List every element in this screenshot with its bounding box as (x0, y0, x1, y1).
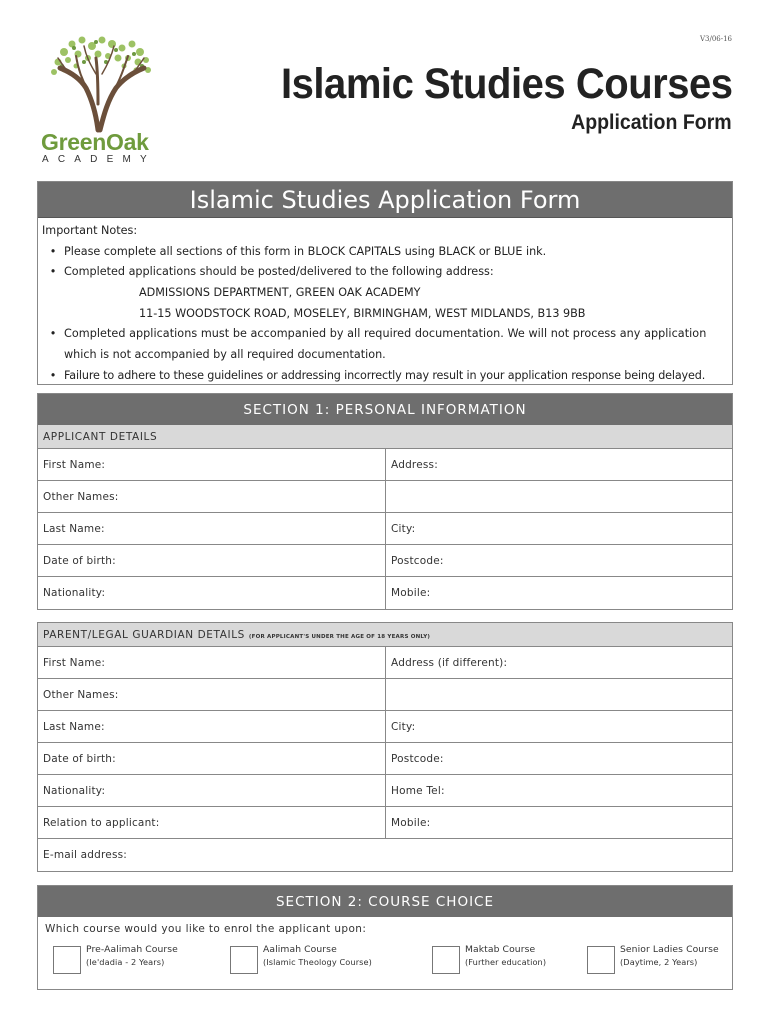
address-line: ADMISSIONS DEPARTMENT, GREEN OAK ACADEMY (139, 286, 421, 300)
course-description: (Ie'dadia - 2 Years) (86, 957, 165, 967)
applicant-city-field[interactable]: City: (391, 523, 416, 535)
course-option-pre-aalimah (53, 944, 178, 974)
section-personal-information (37, 393, 733, 610)
course-option-aalimah (230, 944, 372, 974)
note-item: • Failure to adhere to these guidelines or addressing incorrectly may result in your application response being delayed. (49, 368, 706, 382)
guardian-last-name-field[interactable]: Last Name: (38, 711, 386, 742)
senior-ladies-checkbox[interactable] (587, 946, 615, 974)
course-name: Maktab Course (465, 944, 536, 955)
guardian-dob-field[interactable]: Date of birth: (38, 743, 386, 774)
note-item: • Completed applications should be posted/delivered to the following address: (49, 265, 494, 279)
applicant-first-name-field[interactable]: First Name: (38, 449, 386, 480)
applicant-address-field-line-2[interactable] (386, 481, 732, 512)
green-oak-logo (36, 34, 166, 166)
form-row (38, 647, 732, 679)
course-option-senior-ladies (587, 944, 719, 974)
oak-tree-icon (36, 34, 166, 134)
note-item-continued: which is not accompanied by all required documentation. (64, 348, 386, 362)
course-name: Senior Ladies Course (620, 944, 719, 955)
guardian-address-field[interactable]: Address (if different): (391, 657, 508, 669)
logo-wordmark: GreenOak (41, 129, 149, 155)
applicant-address-field[interactable]: Address: (391, 459, 438, 471)
guardian-age-note: (FOR APPLICANT'S UNDER THE AGE OF 18 YEARS ONLY) (248, 634, 431, 640)
applicant-nationality-field[interactable]: Nationality: (38, 577, 386, 609)
applicant-dob-field[interactable]: Date of birth: (38, 545, 386, 576)
applicant-postcode-field[interactable]: Postcode: (391, 555, 444, 567)
form-row (38, 743, 732, 775)
form-row (38, 481, 732, 513)
notes-heading: Important Notes: (42, 224, 138, 237)
section-2-title: SECTION 2: COURSE CHOICE (38, 886, 732, 917)
form-row (38, 807, 732, 839)
notes-panel-title: Islamic Studies Application Form (38, 182, 732, 218)
course-question: Which course would you like to enrol the applicant upon: (45, 923, 367, 935)
course-description: (Islamic Theology Course) (263, 957, 372, 967)
guardian-nationality-field[interactable]: Nationality: (38, 775, 386, 806)
form-row (38, 577, 732, 609)
course-description: (Further education) (465, 957, 547, 967)
course-name: Pre-Aalimah Course (86, 944, 178, 955)
logo-academy-text: ACADEMY (42, 154, 156, 165)
form-row (38, 545, 732, 577)
form-row (38, 839, 732, 871)
guardian-mobile-field[interactable]: Mobile: (391, 817, 431, 829)
form-version: V3/06-16 (699, 35, 732, 43)
note-item: • Please complete all sections of this form in BLOCK CAPITALS using BLACK or BLUE ink. (49, 244, 547, 258)
guardian-city-field[interactable]: City: (391, 721, 416, 733)
guardian-postcode-field[interactable]: Postcode: (391, 753, 444, 765)
course-option-maktab (432, 944, 546, 974)
applicant-details-header: APPLICANT DETAILS (38, 425, 732, 449)
guardian-other-names-field[interactable]: Other Names: (38, 679, 386, 710)
applicant-other-names-field[interactable]: Other Names: (38, 481, 386, 512)
form-row (38, 711, 732, 743)
applicant-mobile-field[interactable]: Mobile: (391, 587, 431, 599)
applicant-last-name-field[interactable]: Last Name: (38, 513, 386, 544)
guardian-email-field[interactable]: E-mail address: (43, 849, 128, 861)
course-description: (Daytime, 2 Years) (620, 957, 698, 967)
guardian-details-header: PARENT/LEGAL GUARDIAN DETAILS (FOR APPLICANT'S UNDER THE AGE OF 18 YEARS ONLY) (38, 623, 732, 647)
notes-panel (37, 181, 733, 385)
page-title: Islamic Studies Courses (281, 60, 733, 108)
aalimah-checkbox[interactable] (230, 946, 258, 974)
section-1-title: SECTION 1: PERSONAL INFORMATION (38, 394, 732, 425)
maktab-checkbox[interactable] (432, 946, 460, 974)
section-course-choice (37, 885, 733, 990)
form-row (38, 679, 732, 711)
page-subtitle: Application Form (571, 111, 732, 134)
guardian-address-field-line-2[interactable] (386, 679, 732, 710)
course-name: Aalimah Course (263, 944, 337, 955)
form-row (38, 775, 732, 807)
form-row (38, 449, 732, 481)
guardian-home-tel-field[interactable]: Home Tel: (391, 785, 445, 797)
address-line: 11-15 WOODSTOCK ROAD, MOSELEY, BIRMINGHAM, WEST MIDLANDS, B13 9BB (139, 306, 586, 320)
guardian-details-section (37, 622, 733, 872)
note-item: • Completed applications must be accompanied by all required documentation. We will not process any application (49, 327, 707, 341)
form-row (38, 513, 732, 545)
guardian-first-name-field[interactable]: First Name: (38, 647, 386, 678)
pre-aalimah-checkbox[interactable] (53, 946, 81, 974)
guardian-relation-field[interactable]: Relation to applicant: (38, 807, 386, 838)
